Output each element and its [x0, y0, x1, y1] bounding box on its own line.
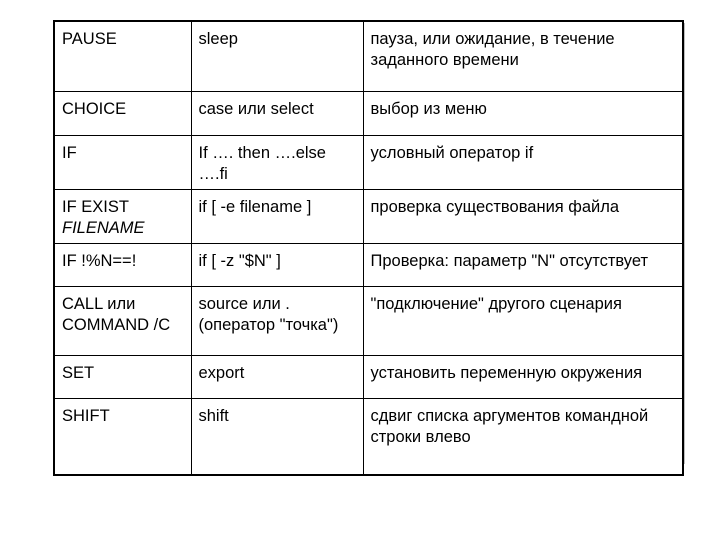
bash-equivalent-cell: if [ -e filename ]: [191, 189, 363, 243]
description-cell: Проверка: параметр "N" отсутствует: [363, 243, 683, 286]
dos-command-text: IF EXIST: [62, 197, 129, 216]
table-row: [54, 355, 683, 398]
table-row: [54, 398, 683, 475]
description-cell: условный оператор if: [363, 135, 683, 189]
description-cell: сдвиг списка аргументов командной строки влево: [363, 398, 683, 475]
dos-command-cell: CHOICE: [54, 91, 191, 135]
description-cell: пауза, или ожидание, в течение заданного времени: [363, 21, 683, 91]
dos-command-cell: [54, 189, 191, 243]
description-cell: выбор из меню: [363, 91, 683, 135]
table-row: [54, 189, 683, 243]
table-row: [54, 135, 683, 189]
description-cell: "подключение" другого сценария: [363, 286, 683, 355]
table-row: [54, 286, 683, 355]
dos-command-cell: PAUSE: [54, 21, 191, 91]
description-cell: проверка существования файла: [363, 189, 683, 243]
bash-equivalent-cell: sleep: [191, 21, 363, 91]
table-row: [54, 21, 683, 91]
dos-bash-comparison-table: [53, 20, 684, 476]
dos-command-argument: FILENAME: [62, 218, 145, 237]
dos-command-cell: SHIFT: [54, 398, 191, 475]
dos-command-cell: SET: [54, 355, 191, 398]
bash-equivalent-cell: if [ -z "$N" ]: [191, 243, 363, 286]
bash-equivalent-cell: shift: [191, 398, 363, 475]
description-cell: установить переменную окружения: [363, 355, 683, 398]
table-row: [54, 91, 683, 135]
table-row: [54, 243, 683, 286]
bash-equivalent-cell: source или . (оператор "точка"): [191, 286, 363, 355]
bash-equivalent-cell: case или select: [191, 91, 363, 135]
bash-equivalent-cell: If …. then ….else ….fi: [191, 135, 363, 189]
bash-equivalent-cell: export: [191, 355, 363, 398]
dos-command-cell: CALL или COMMAND /C: [54, 286, 191, 355]
dos-command-cell: IF !%N==!: [54, 243, 191, 286]
dos-command-cell: IF: [54, 135, 191, 189]
